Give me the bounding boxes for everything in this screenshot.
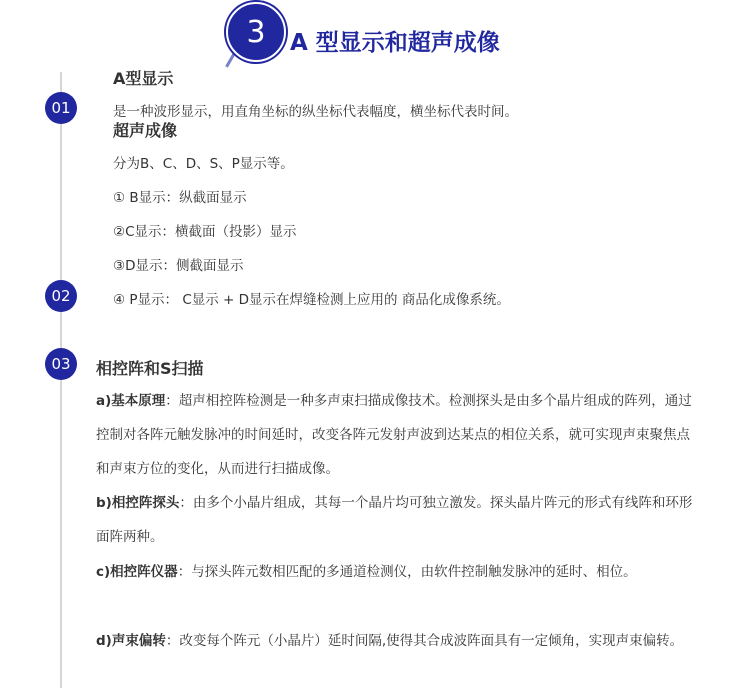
section-number: 3 (246, 14, 266, 50)
section-number-badge (226, 2, 286, 62)
marker-label: 01 (51, 99, 71, 117)
paragraph-phased-instrument (96, 555, 696, 589)
paragraph-separator: ： (177, 564, 192, 580)
marker-02 (45, 280, 77, 312)
imaging-intro: 分为B、C、D、S、P显示等。 (113, 156, 294, 172)
paragraph-label: c)相控阵仪器 (96, 564, 178, 580)
marker-03 (45, 348, 77, 380)
paragraph-separator: ： (165, 393, 179, 409)
imaging-item-d: ③D显示：侧截面显示 (113, 258, 244, 274)
heading-a-display: A型显示 (113, 69, 174, 88)
marker-label: 02 (51, 287, 71, 305)
paragraph-label: b)相控阵探头 (96, 495, 180, 511)
marker-label: 03 (51, 355, 71, 373)
page-title: A 型显示和超声成像 (290, 30, 500, 56)
paragraph-text: 与探头阵元数相匹配的多通道检测仪，由软件控制触发脉冲的延时、相位。 (191, 564, 637, 580)
paragraph-label: a)基本原理 (96, 393, 166, 409)
paragraph-separator: ： (179, 495, 193, 511)
marker-01 (45, 92, 77, 124)
heading-phased-array: 相控阵和S扫描 (96, 359, 204, 378)
imaging-item-p: ④ P显示： C显示 + D显示在焊缝检测上应用的 商品化成像系统。 (113, 292, 510, 308)
a-display-description: 是一种波形显示，用直角坐标的纵坐标代表幅度，横坐标代表时间。 (113, 104, 518, 120)
paragraph-label: d)声束偏转 (96, 633, 166, 649)
paragraph-text: 改变每个阵元（小晶片）延时间隔,使得其合成波阵面具有一定倾角，实现声束偏转。 (179, 633, 684, 649)
imaging-item-b: ① B显示：纵截面显示 (113, 190, 247, 206)
heading-ultrasonic-imaging: 超声成像 (113, 121, 178, 140)
paragraph-separator: ： (165, 633, 180, 649)
paragraph-beam-steering (96, 624, 696, 658)
paragraph-text: 超声相控阵检测是一种多声束扫描成像技术。检测探头是由多个晶片组成的阵列，通过控制对各阵元触发脉冲的时间延时，改变各阵元发射声波到达某点的相位关系，就可实现声束聚焦点和声束方位的变化，从而进行扫描成像。 (96, 393, 692, 477)
paragraph-basic-principle (96, 384, 696, 486)
paragraph-phased-probe (96, 486, 696, 554)
paragraph-text: 由多个小晶片组成，其每一个晶片均可独立激发。探头晶片阵元的形式有线阵和环形面阵两种。 (96, 495, 693, 545)
imaging-item-c: ②C显示：横截面（投影）显示 (113, 224, 297, 240)
timeline-line (60, 72, 62, 688)
